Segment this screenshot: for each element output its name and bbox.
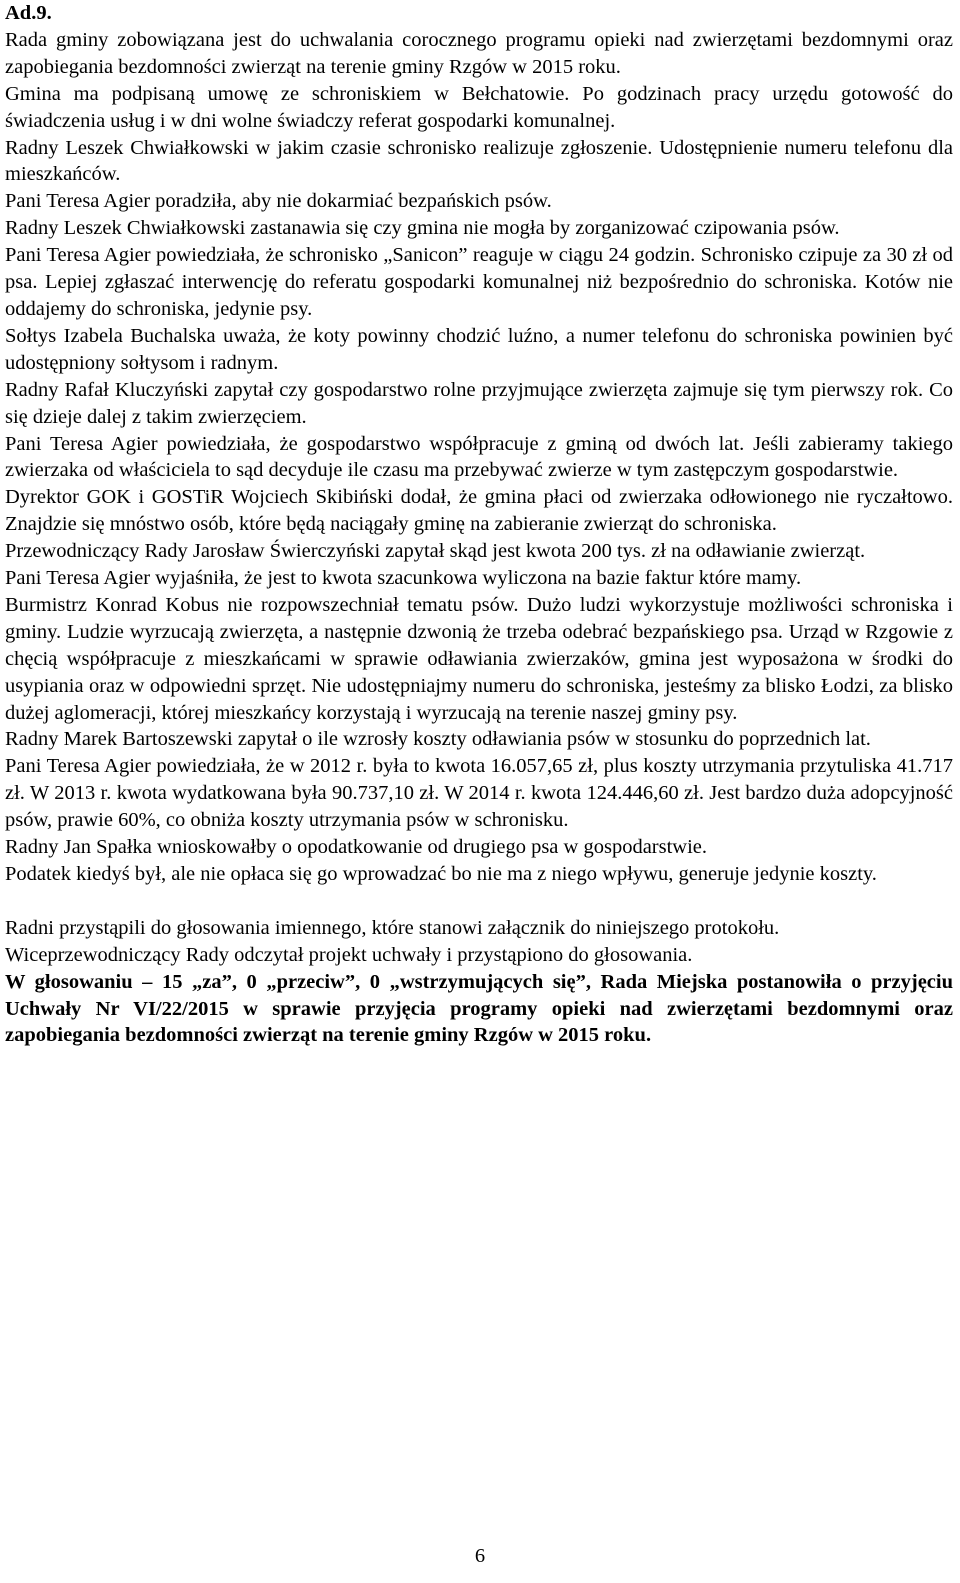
page-number: 6: [474, 1545, 486, 1567]
paragraph: Sołtys Izabela Buchalska uważa, że koty powinny chodzić luźno, a numer telefonu do schroniska powinien być udostępniony sołtysom i radnym.: [5, 324, 953, 374]
paragraph: Radny Leszek Chwiałkowski zastanawia się czy gmina nie mogła by zorganizować czipowania psów.: [5, 217, 840, 240]
closing-paragraph: Radni przystąpili do głosowania imiennego, które stanowi załącznik do niniejszego protokołu.: [5, 916, 780, 939]
paragraph: Pani Teresa Agier powiedziała, że w 2012 r. była to kwota 16.057,65 zł, plus koszty utrzymania przytuliska 41.717 zł. W 2013 r. kwota wydatkowana była 90.737,10 zł. W 2014 r. kwota 124.446,60 zł. Jest bardzo duża adopcyjność psów, prawie 60%, co obniża koszty utrzymania psów w schronisku.: [5, 755, 953, 832]
blank-line: [5, 888, 953, 915]
closing-paragraph: Wiceprzewodniczący Rady odczytał projekt uchwały i przystąpiono do głosowania.: [5, 943, 693, 966]
paragraph: Podatek kiedyś był, ale nie opłaca się go wprowadzać bo nie ma z niego wpływu, generuje jedynie koszty.: [5, 863, 877, 885]
paragraph: Radny Leszek Chwiałkowski w jakim czasie schronisko realizuje zgłoszenie. Udostępnienie numeru telefonu dla mieszkańców.: [5, 136, 953, 186]
vote-result: W głosowaniu – 15 „za”, 0 „przeciw”, 0 „wstrzymujących się”, Rada Miejska postanowiła o przyjęciu Uchwały Nr VI/22/2015 w sprawie przyjęcia programy opieki nad zwierzętami bezdomnymi oraz zapobiegania bezdomności zwierząt na terenie gminy Rzgów w 2015 roku.: [5, 970, 953, 1047]
paragraph: Radny Rafał Kluczyński zapytał czy gospodarstwo rolne przyjmujące zwierzęta zajmuje się tym pierwszy rok. Co się dzieje dalej z takim zwierzęciem.: [5, 378, 953, 428]
paragraph: Przewodniczący Rady Jarosław Świerczyński zapytał skąd jest kwota 200 tys. zł na odławianie zwierząt.: [5, 540, 866, 563]
paragraph: Pani Teresa Agier powiedziała, że gospodarstwo współpracuje z gminą od dwóch lat. Jeśli zabieramy takiego zwierzaka od właściciela to sąd decyduje ile czasu ma przebywać zwierze w tym zastępczym gospodarstwie.: [5, 432, 953, 482]
paragraph: Gmina ma podpisaną umowę ze schroniskiem w Bełchatowie. Po godzinach pracy urzędu gotowość do świadczenia usług i w dni wolne świadczy referat gospodarki komunalnej.: [5, 82, 953, 132]
paragraph: Burmistrz Konrad Kobus nie rozpowszechniał tematu psów. Dużo ludzi wykorzystuje możliwości schroniska i gminy. Ludzie wyrzucają zwierzęta, a następnie dzwonią że trzeba odebrać bezpańskiego psa. Urząd w Rzgowie z chęcią współpracuje z mieszkańcami w sprawie odławiania zwierzaków, gmina jest wyposażona w środki do usypiania oraz w odpowiedni sprzęt. Nie udostępniajmy numeru do schroniska, jesteśmy za blisko Łodzi, za blisko dużej aglomeracji, której mieszkańcy korzystają i wyrzucają na terenie naszej gminy psy.: [5, 593, 953, 724]
paragraph: Pani Teresa Agier powiedziała, że schronisko „Sanicon” reaguje w ciągu 24 godzin. Schronisko czipuje za 30 zł od psa. Lepiej zgłaszać interwencję do referatu gospodarki komunalnej niż bezpośrednio do schroniska. Kotów nie oddajemy do schroniska, jedynie psy.: [5, 244, 953, 320]
paragraph: Radny Jan Spałka wnioskowałby o opodatkowanie od drugiego psa w gospodarstwie.: [5, 836, 708, 859]
paragraph: Radny Marek Bartoszewski zapytał o ile wzrosły koszty odławiania psów w stosunku do poprzednich lat.: [5, 728, 871, 751]
paragraph: Rada gminy zobowiązana jest do uchwalania corocznego programu opieki nad zwierzętami bezdomnymi oraz zapobiegania bezdomności zwierząt na terenie gminy Rzgów w 2015 roku.: [5, 28, 953, 78]
paragraph: Dyrektor GOK i GOSTiR Wojciech Skibiński dodał, że gmina płaci od zwierzaka odłowionego nie ryczałtowo. Znajdzie się mnóstwo osób, które będą naciągały gminę na zabieranie zwierząt do schroniska.: [5, 486, 953, 536]
paragraph: Pani Teresa Agier wyjaśniła, że jest to kwota szacunkowa wyliczona na bazie faktur które mamy.: [5, 567, 802, 590]
section-heading: Ad.9.: [5, 2, 52, 24]
paragraph: Pani Teresa Agier poradziła, aby nie dokarmiać bezpańskich psów.: [5, 190, 552, 213]
document-page: [5, 0, 953, 1049]
